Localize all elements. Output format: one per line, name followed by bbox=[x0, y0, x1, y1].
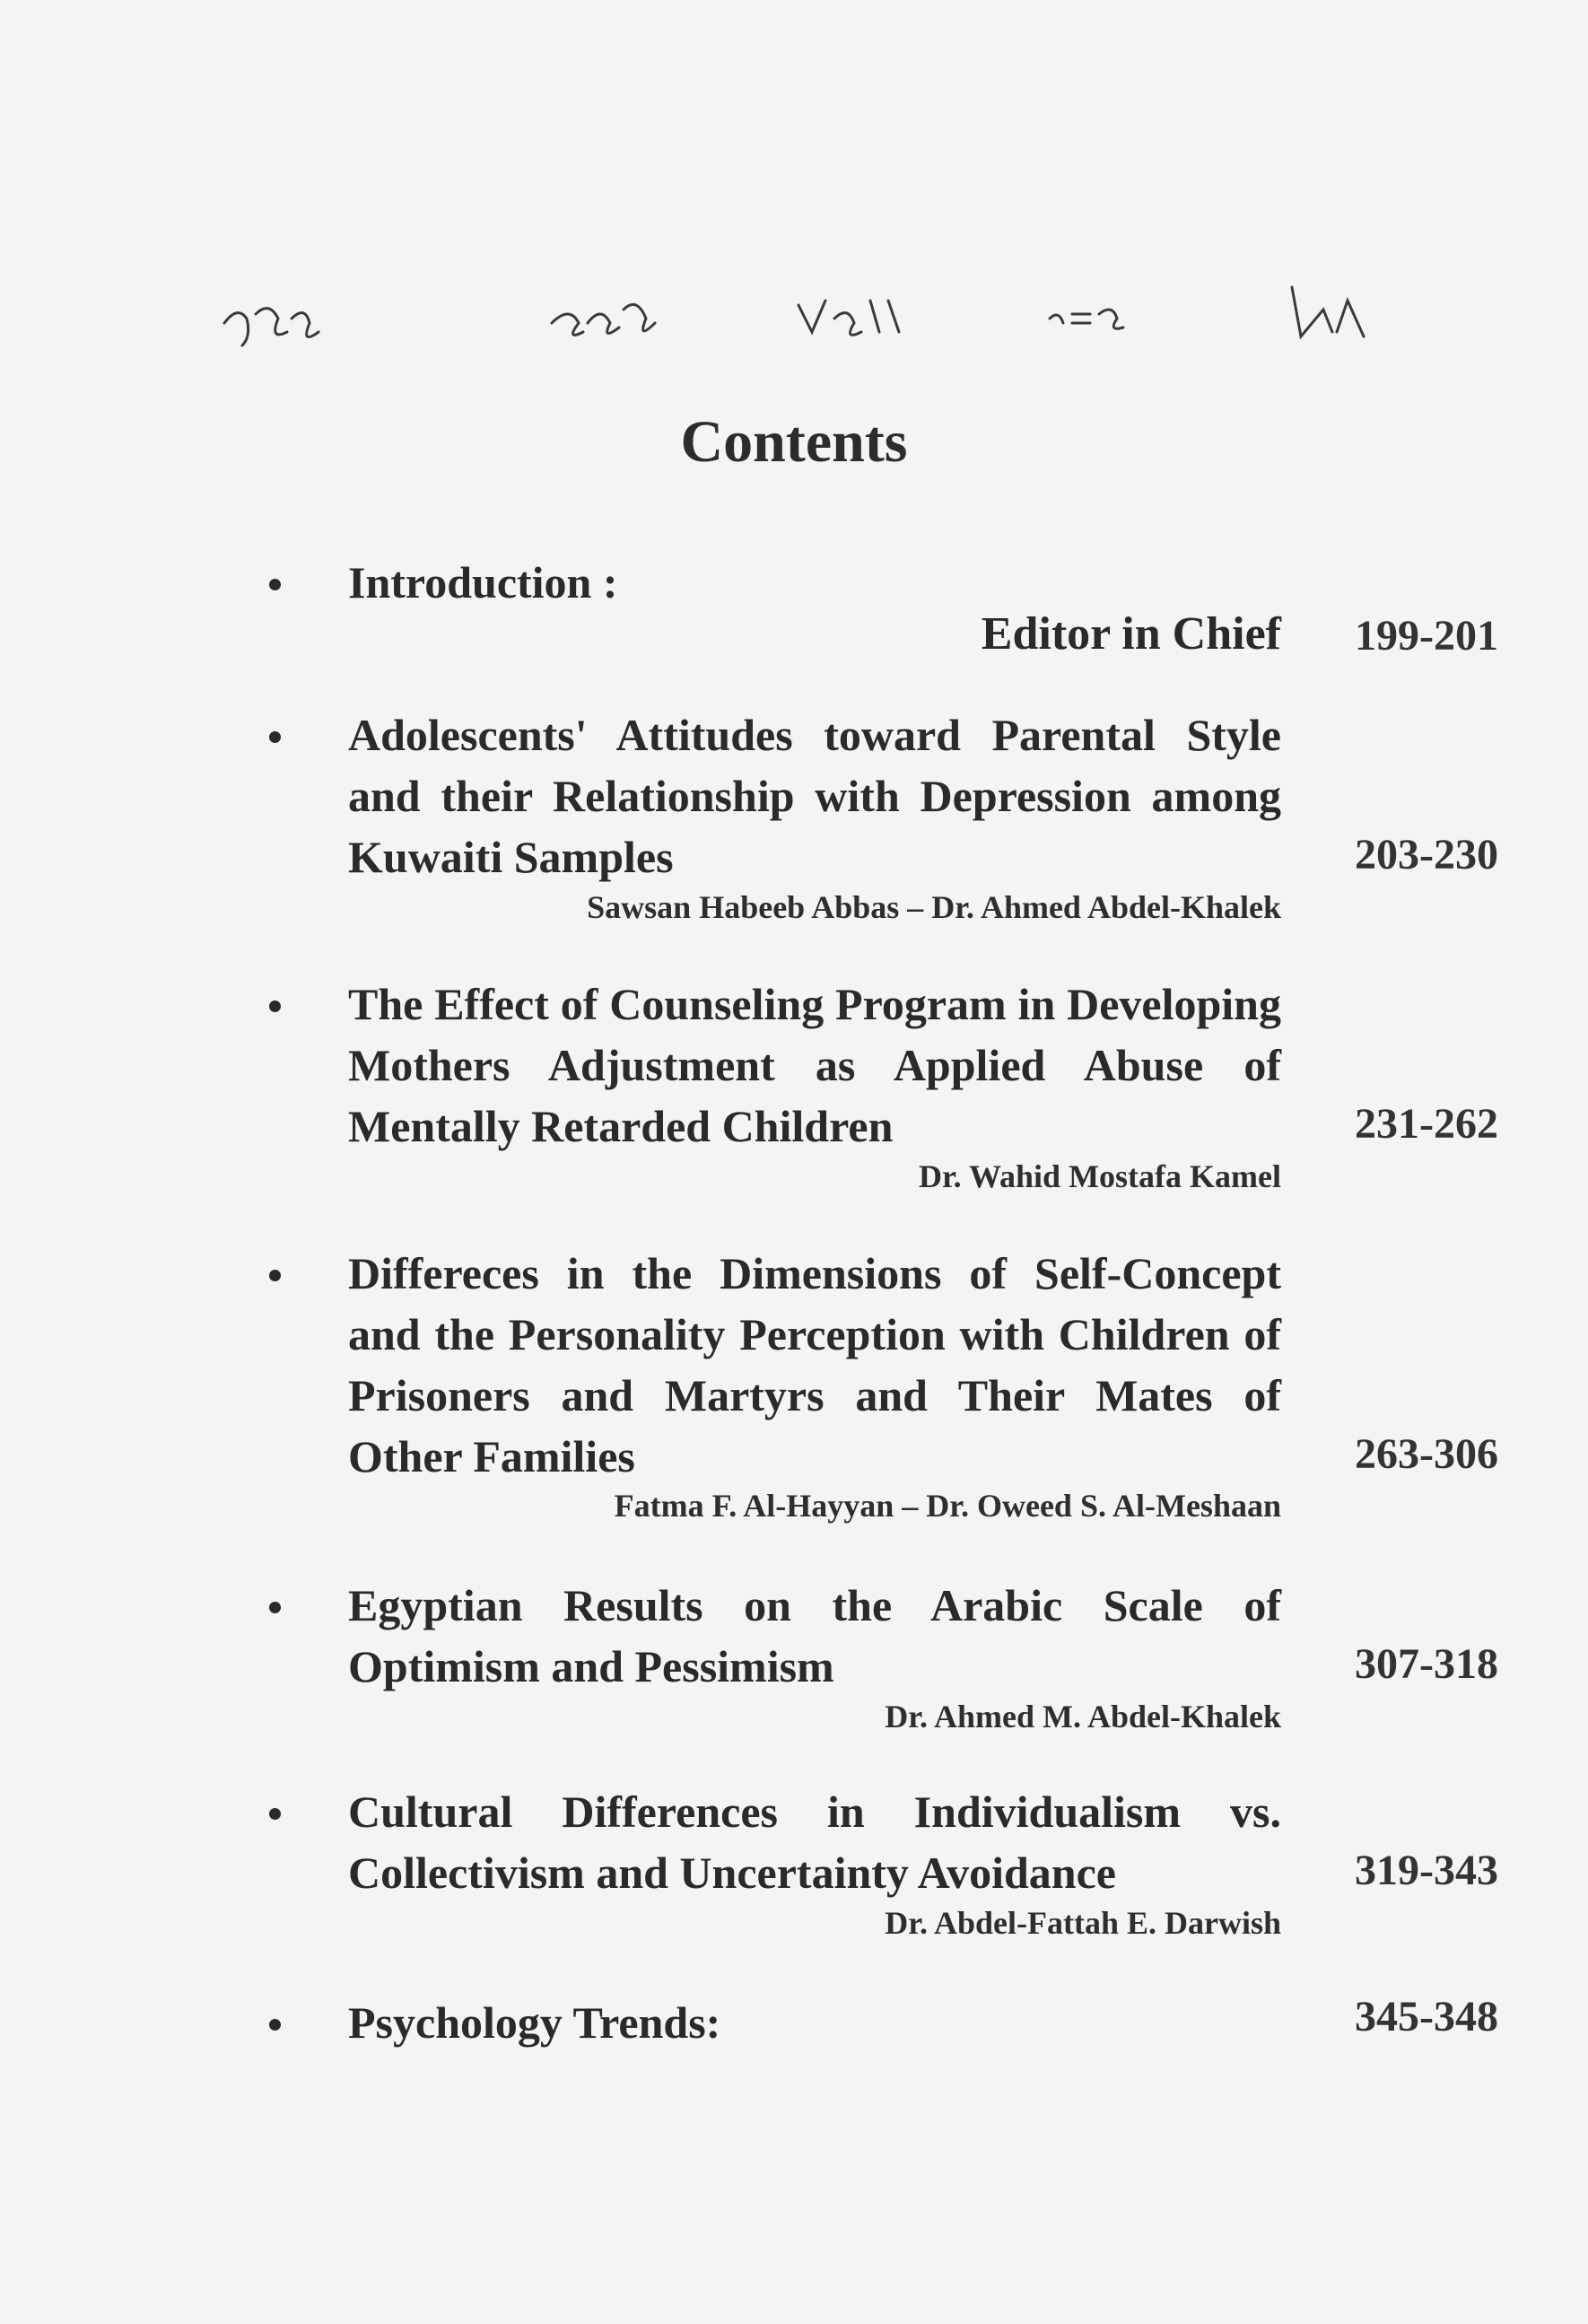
entry-author: Editor in Chief bbox=[981, 608, 1281, 660]
toc-entry-adolescents-attitudes bbox=[269, 704, 1498, 938]
bullet-icon bbox=[269, 1808, 281, 1820]
entry-title: Differeces in the Dimensions of Self-Concept and the Personality Perception with Children of Prisoners and Martyrs and Their Mates of Other Families bbox=[348, 1248, 1281, 1481]
bullet-icon bbox=[269, 2019, 281, 2031]
entry-author: Fatma F. Al-Hayyan – Dr. Oweed S. Al-Meshaan bbox=[614, 1488, 1281, 1524]
toc-entry-optimism-pessimism bbox=[269, 1575, 1498, 1754]
entry-title: The Effect of Counseling Program in Developing Mothers Adjustment as Applied Abuse of Mentally Retarded Children bbox=[348, 979, 1281, 1151]
entry-pages: 199-201 bbox=[1355, 612, 1498, 660]
toc-entry-psychology-trends bbox=[269, 1992, 1498, 2064]
handwritten-call-number bbox=[215, 269, 1444, 368]
entry-pages: 345-348 bbox=[1355, 1993, 1498, 2040]
entry-pages: 307-318 bbox=[1355, 1640, 1498, 1688]
entry-title: Egyptian Results on the Arabic Scale of Optimism and Pessimism bbox=[348, 1580, 1281, 1691]
toc-entry-self-concept bbox=[269, 1243, 1498, 1539]
bullet-icon bbox=[269, 1602, 281, 1613]
entry-pages: 263-306 bbox=[1355, 1430, 1498, 1478]
handwriting-scribble-icon bbox=[215, 269, 1444, 368]
bullet-icon bbox=[269, 1270, 281, 1281]
entry-author: Dr. Ahmed M. Abdel-Khalek bbox=[885, 1699, 1281, 1734]
page-title: Contents bbox=[680, 409, 908, 475]
entry-title: Psychology Trends: bbox=[348, 1997, 721, 2048]
entry-author: Dr. Abdel-Fattah E. Darwish bbox=[885, 1905, 1281, 1941]
toc-entry-counseling-program bbox=[269, 974, 1498, 1207]
entry-pages: 203-230 bbox=[1355, 831, 1498, 878]
bullet-icon bbox=[269, 731, 281, 743]
entry-author: Dr. Wahid Mostafa Kamel bbox=[918, 1158, 1281, 1194]
entry-author: Sawsan Habeeb Abbas – Dr. Ahmed Abdel-Khalek bbox=[587, 889, 1281, 925]
entry-pages: 319-343 bbox=[1355, 1847, 1498, 1894]
entry-title: Adolescents' Attitudes toward Parental Style and their Relationship with Depression among Kuwaiti Samples bbox=[348, 710, 1281, 882]
entry-title: Introduction : bbox=[348, 557, 618, 607]
bullet-icon bbox=[269, 579, 281, 590]
bullet-icon bbox=[269, 1000, 281, 1012]
toc-entry-cultural-differences bbox=[269, 1781, 1498, 1961]
entry-title: Cultural Differences in Individualism vs. Collectivism and Uncertainty Avoidance bbox=[348, 1787, 1281, 1898]
entry-pages: 231-262 bbox=[1355, 1100, 1498, 1148]
toc-entry-introduction bbox=[269, 552, 1498, 668]
